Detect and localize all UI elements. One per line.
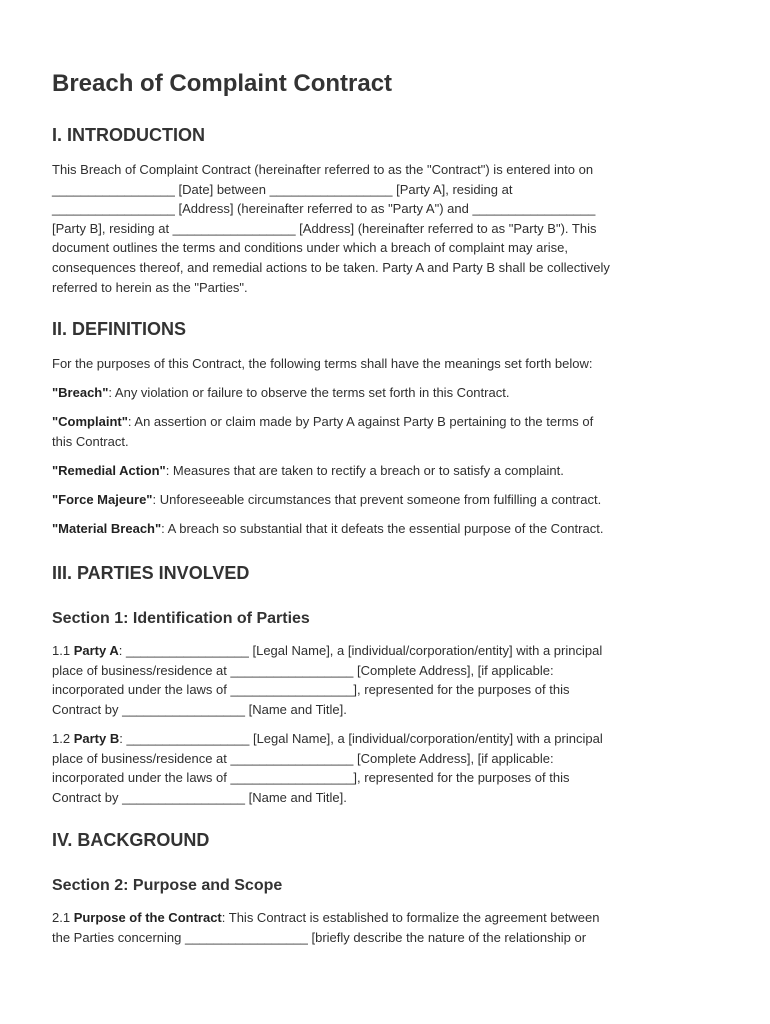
introduction-paragraph [52,160,720,297]
definitions-lead-text: For the purposes of this Contract, the following terms shall have the meanings set forth below: [52,356,593,371]
clause-text: the Parties concerning _________________ [briefly describe the nature of the relationship or [52,929,587,945]
introduction-line: referred to herein as the "Parties". [52,279,248,295]
clause-term: Purpose of the Contract [73,910,222,925]
clause-text: incorporated under the laws of _________________], represented for the purposes of this [52,682,570,698]
definition-term: "Complaint" [52,414,128,429]
definition-force-majeure [52,490,720,510]
definition-remedial-action [52,461,720,481]
definition-text: : A breach so substantial that it defeats the essential purpose of the Contract. [161,521,604,536]
definition-text: : Measures that are taken to rectify a breach or to satisfy a complaint. [165,463,564,478]
clause-number: 1.1 [52,643,74,658]
subsection-heading-identification: Section 1: Identification of Parties [52,610,310,627]
section-heading-definitions: II. DEFINITIONS [52,319,187,339]
clause-text: place of business/residence at _________________ [Complete Address], [if applicable: [52,750,554,766]
section-heading-parties: III. PARTIES INVOLVED [52,563,250,583]
party-b-clause [52,729,720,807]
clause-term: Party A [73,643,119,658]
definition-term: "Remedial Action" [52,463,166,478]
subsection-heading-purpose: Section 2: Purpose and Scope [52,877,283,894]
introduction-line: This Breach of Complaint Contract (hereinafter referred to as the "Contract") is entered into on [52,162,594,177]
clause-number: 2.1 [52,910,74,925]
definition-breach [52,383,720,403]
definition-term: "Breach" [52,385,109,400]
introduction-line: _________________ [Date] between _________________ [Party A], residing at [52,181,513,197]
purpose-clause [52,908,720,947]
introduction-line: document outlines the terms and conditions under which a breach of complaint may arise, [52,240,568,256]
section-heading-background: IV. BACKGROUND [52,830,210,850]
clause-text: place of business/residence at _________________ [Complete Address], [if applicable: [52,662,554,678]
clause-number: 1.2 [52,731,74,746]
clause-text: incorporated under the laws of _________________], represented for the purposes of this [52,770,570,786]
clause-text: Contract by _________________ [Name and Title]. [52,701,347,717]
clause-text: : _________________ [Legal Name], a [individual/corporation/entity] with a principal [118,643,603,658]
definition-term: "Force Majeure" [52,492,153,507]
clause-text: : This Contract is established to formalize the agreement between [221,910,600,925]
definition-text: this Contract. [52,433,129,449]
definition-text: : Unforeseeable circumstances that prevent someone from fulfilling a contract. [152,492,602,507]
party-a-clause [52,641,720,719]
definition-complaint [52,412,720,451]
introduction-line: _________________ [Address] (hereinafter referred to as "Party A") and _________________ [52,201,596,217]
definition-material-breach [52,519,720,539]
clause-term: Party B [73,731,120,746]
introduction-line: consequences thereof, and remedial actions to be taken. Party A and Party B shall be collectively [52,259,610,275]
definition-term: "Material Breach" [52,521,162,536]
document-title: Breach of Complaint Contract [52,70,393,97]
definitions-lead [52,354,720,374]
section-heading-introduction: I. INTRODUCTION [52,125,205,145]
clause-text: : _________________ [Legal Name], a [individual/corporation/entity] with a principal [119,731,603,746]
definition-text: : Any violation or failure to observe the terms set forth in this Contract. [108,385,510,400]
clause-text: Contract by _________________ [Name and Title]. [52,789,347,805]
definition-text: : An assertion or claim made by Party A against Party B pertaining to the terms of [127,414,594,429]
introduction-line: [Party B], residing at _________________ [Address] (hereinafter referred to as "Party B"). This [52,220,597,236]
